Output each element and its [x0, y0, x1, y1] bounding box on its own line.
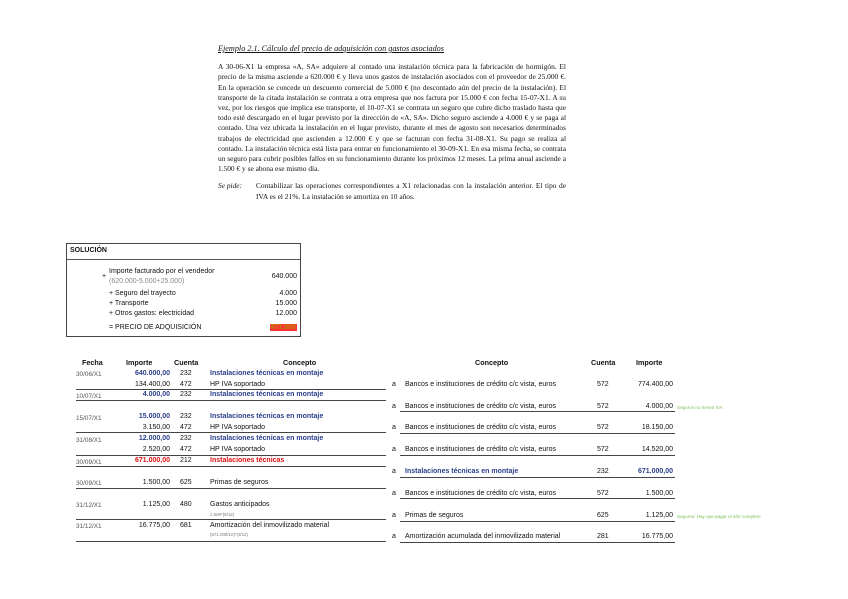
credit-amount: 18.150,00	[641, 424, 673, 431]
entry-separator	[400, 455, 675, 456]
debit-account: 480	[180, 501, 192, 508]
credit-amount: 1.125,00	[645, 512, 673, 519]
debit-concept-iva: HP IVA soportado	[210, 424, 265, 431]
entry-date: 31/12/X1	[76, 502, 102, 509]
margin-note: Seguros no tienen IVA	[677, 405, 723, 410]
debit-concept: Instalaciones técnicas en montaje	[210, 370, 324, 377]
a-connector: a	[392, 533, 396, 540]
credit-amount: 1.500,00	[645, 490, 673, 497]
entry-separator	[76, 455, 386, 456]
credit-account: 572	[597, 403, 609, 410]
header-concepto: Concepto	[283, 358, 317, 367]
solution-row-desglose: (620.000-5.000+25.000)	[109, 278, 185, 285]
credit-concept: Bancos e instituciones de crédito c/c vista, euros	[405, 446, 556, 453]
example-statement	[218, 44, 566, 202]
debit-account-iva: 472	[180, 381, 192, 388]
header-cuenta: Cuenta	[174, 358, 199, 367]
header-cuenta-2: Cuenta	[591, 358, 616, 367]
debit-amount: 640.000,00	[134, 370, 170, 377]
credit-concept: Bancos e instituciones de crédito c/c vista, euros	[405, 424, 556, 431]
debit-amount-iva: 134.400,00	[134, 381, 170, 388]
calc-note: (671.000/10)*(3/12)	[210, 532, 249, 537]
debit-concept: Instalaciones técnicas	[210, 457, 285, 464]
debit-account: 232	[180, 391, 192, 398]
debit-concept: Instalaciones técnicas en montaje	[210, 391, 324, 398]
solution-title: SOLUCIÓN	[70, 247, 107, 254]
debit-amount: 671.000,00	[134, 457, 170, 464]
a-connector: a	[392, 512, 396, 519]
credit-account: 572	[597, 424, 609, 431]
a-connector: a	[392, 381, 396, 388]
debit-amount: 1.500,00	[142, 479, 170, 486]
entry-separator	[76, 541, 386, 542]
debit-concept: Primas de seguros	[210, 479, 269, 486]
credit-account: 572	[597, 490, 609, 497]
debit-concept: Gastos anticipados	[210, 501, 270, 508]
calc-note: 1.500*(9/12)	[210, 512, 235, 517]
a-connector: a	[392, 468, 396, 475]
solution-row-total: = PRECIO DE ADQUISICIÓN 671.000	[109, 324, 296, 331]
solution-divider	[67, 259, 300, 260]
credit-account: 281	[597, 533, 609, 540]
entry-date: 31/12/X1	[76, 523, 102, 530]
entry-separator	[400, 477, 675, 478]
debit-amount: 1.125,00	[142, 501, 170, 508]
credit-amount: 671.000,00	[637, 468, 673, 475]
debit-account-iva: 472	[180, 446, 192, 453]
entry-separator	[76, 519, 386, 520]
credit-account: 232	[597, 468, 609, 475]
entry-date: 31/08/X1	[76, 437, 102, 444]
a-connector: a	[392, 490, 396, 497]
debit-amount-iva: 3.150,00	[142, 424, 170, 431]
credit-amount: 14.520,00	[641, 446, 673, 453]
credit-amount: 16.775,00	[641, 533, 673, 540]
solution-row-electricidad: + Otros gastos: electricidad 12.000	[109, 310, 297, 317]
credit-concept: Bancos e instituciones de crédito c/c vista, euros	[405, 381, 556, 388]
entry-date: 30/09/X1	[76, 480, 102, 487]
credit-concept: Instalaciones técnicas en montaje	[405, 468, 519, 475]
debit-account: 681	[180, 522, 192, 529]
header-importe-2: Importe	[636, 358, 663, 367]
debit-concept-iva: HP IVA soportado	[210, 446, 265, 453]
se-pide-text: Contabilizar las operaciones correspondientes a X1 relacionadas con la instalación anterior. El tipo de IVA es el 21%. La instalación se amortiza en 10 años.	[256, 181, 566, 201]
debit-amount: 16.775,00	[138, 522, 170, 529]
debit-concept: Amortización del inmovilizado material	[210, 522, 330, 529]
credit-amount: 4.000,00	[645, 403, 673, 410]
entry-separator	[76, 466, 386, 467]
entry-date: 10/07/X1	[76, 393, 102, 400]
entry-separator	[76, 400, 386, 401]
debit-account: 232	[180, 413, 192, 420]
credit-amount: 774.400,00	[637, 381, 673, 388]
se-pide-label: Se pide:	[218, 181, 243, 191]
solution-row-transporte: + Transporte 15.000	[109, 300, 297, 307]
solution-box	[66, 243, 301, 337]
debit-concept: Instalaciones técnicas en montaje	[210, 435, 324, 442]
entry-date: 15/07/X1	[76, 415, 102, 422]
debit-concept-iva: HP IVA soportado	[210, 381, 265, 388]
se-pide-block	[218, 181, 566, 201]
entry-date: 30/09/X1	[76, 459, 102, 466]
example-title: Ejemplo 2.1. Cálculo del precio de adquisición con gastos asociados	[218, 44, 444, 53]
a-connector: a	[392, 446, 396, 453]
debit-account: 232	[180, 435, 192, 442]
header-fecha: Fecha	[82, 358, 103, 367]
entry-separator	[400, 433, 675, 434]
example-body: A 30-06-X1 la empresa «A, SA» adquiere al contado una instalación técnica para la fabricación de hormigón. El precio de la misma asciende a 620.000 € y lleva unos gastos de instalación asociados con el proveedor de 25.000 €. En la operación se concede un descuento comercial de 5.000 € (no descontado aún del precio de la instalación). El transporte de la citada instalación se contrata a otra empresa que nos factura por 15.000 € con fecha 15-07-X1. A su vez, por los riesgos que implica ese transporte, el 10-07-X1 se contrata un seguro que cubre dicho traslado hasta que todo esté descargado en el lugar previsto por la dirección de «A, SA». Dicho seguro asciende a 4.000 € y se paga al contado. Una vez ubicada la instalación en el lugar previsto, durante el mes de agosto son necesarios determinados trabajos de electricidad que ascienden a 12.000 € y que se facturan con fecha 31-08-X1. Su pago se realiza al contado. La instalación técnica está lista para entrar en funcionamiento el 30-09-X1. En esa misma fecha, se contrata un seguro para cubrir posibles fallos en su funcionamiento durante los próximos 12 meses. La prima anual asciende a 1.500 € y se abona ese mismo día.	[218, 62, 566, 174]
credit-concept: Bancos e instituciones de crédito c/c vista, euros	[405, 403, 556, 410]
debit-account-iva: 472	[180, 424, 192, 431]
entry-separator	[76, 432, 386, 433]
entry-separator	[76, 389, 386, 390]
debit-account: 625	[180, 479, 192, 486]
entry-separator	[400, 542, 675, 543]
total-highlight: 671.000	[270, 324, 296, 331]
margin-note: Seguros: Hay que pagar el año completo	[677, 514, 761, 519]
debit-amount: 4.000,00	[142, 391, 170, 398]
credit-concept: Bancos e instituciones de crédito c/c vista, euros	[405, 490, 556, 497]
entry-separator	[400, 411, 675, 412]
debit-amount-iva: 2.520,00	[142, 446, 170, 453]
credit-account: 572	[597, 381, 609, 388]
debit-account: 232	[180, 370, 192, 377]
header-concepto-2: Concepto	[475, 358, 509, 367]
debit-concept: Instalaciones técnicas en montaje	[210, 413, 324, 420]
entry-separator	[400, 498, 675, 499]
credit-account: 572	[597, 446, 609, 453]
entry-separator	[76, 488, 386, 489]
debit-amount: 12.000,00	[138, 435, 170, 442]
solution-row-seguro: + Seguro del trayecto 4.000	[109, 290, 297, 297]
entry-date: 30/06/X1	[76, 371, 102, 378]
a-connector: a	[392, 403, 396, 410]
entry-separator	[400, 521, 675, 522]
a-connector: a	[392, 424, 396, 431]
solution-row-importe: + Importe facturado por el vendedor 640.000	[102, 268, 297, 280]
credit-concept: Primas de seguros	[405, 512, 464, 519]
credit-concept: Amortización acumulada del inmovilizado material	[405, 533, 561, 540]
debit-account: 212	[180, 457, 192, 464]
header-importe: Importe	[126, 358, 153, 367]
credit-account: 625	[597, 512, 609, 519]
debit-amount: 15.000,00	[138, 413, 170, 420]
